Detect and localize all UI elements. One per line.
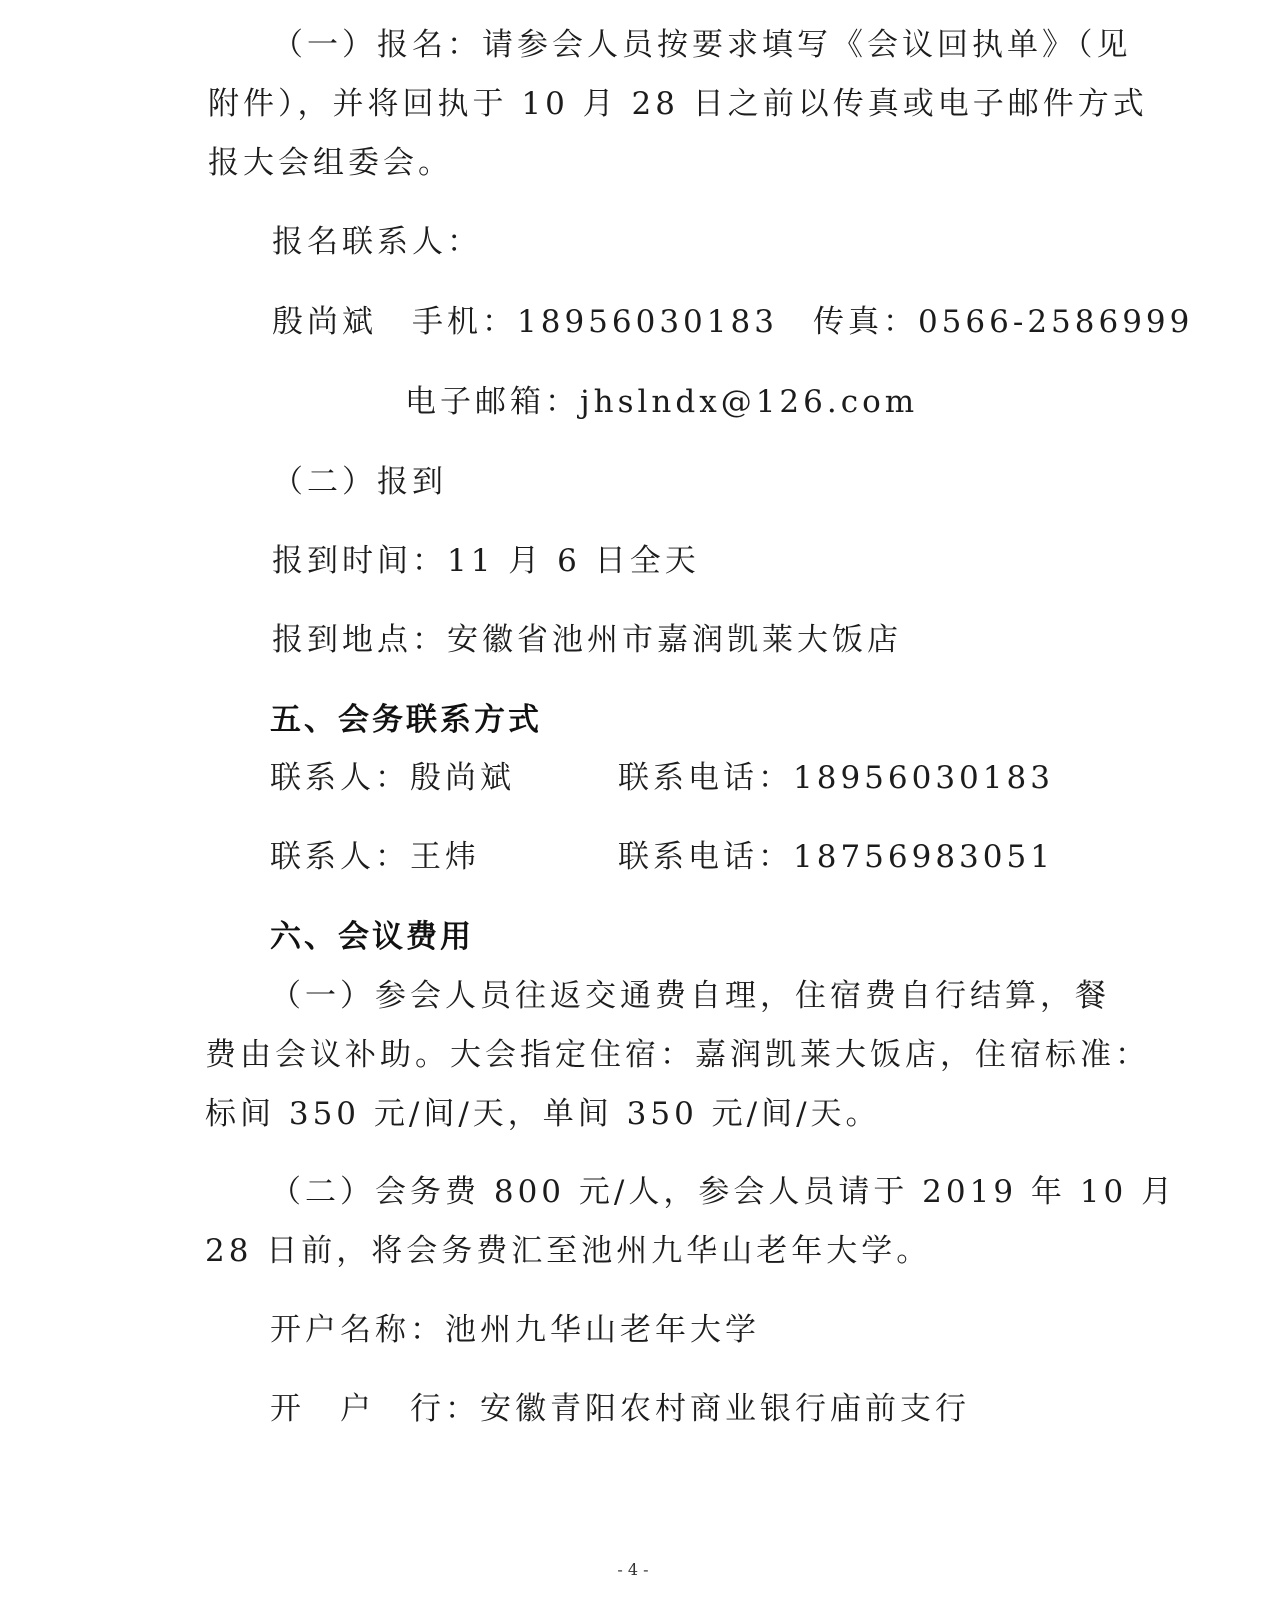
registration-contact-label: 报名联系人：	[272, 224, 482, 260]
account-name: 开户名称：池州九华山老年大学	[270, 1312, 760, 1348]
registration-contact-line: 殷尚斌 手机：18956030183 传真：0566-2586999	[272, 304, 1194, 340]
section-6-heading: 六、会议费用	[270, 919, 474, 955]
fees-para-1-line-1: （一）参会人员往返交通费自理，住宿费自行结算，餐	[270, 978, 1110, 1014]
registration-email-line: 电子邮箱：jhslndx@126.com	[405, 384, 919, 420]
check-in-time: 报到时间：11 月 6 日全天	[272, 543, 700, 579]
page-number: - 4 -	[617, 1560, 649, 1579]
contact-2-phone: 联系电话：18756983051	[618, 839, 1054, 875]
section-5-heading: 五、会务联系方式	[270, 702, 542, 738]
bank-name: 开 户 行：安徽青阳农村商业银行庙前支行	[270, 1391, 970, 1427]
registration-line-3: 报大会组委会。	[208, 145, 453, 181]
fees-para-2-line-1: （二）会务费 800 元/人，参会人员请于 2019 年 10 月	[270, 1174, 1177, 1210]
check-in-heading: （二）报到	[272, 464, 447, 500]
check-in-place: 报到地点：安徽省池州市嘉润凯莱大饭店	[272, 622, 902, 658]
registration-line-2: 附件），并将回执于 10 月 28 日之前以传真或电子邮件方式	[208, 86, 1148, 122]
fees-para-1-line-3: 标间 350 元/间/天，单间 350 元/间/天。	[205, 1096, 881, 1132]
contact-1-person: 联系人：殷尚斌	[270, 760, 515, 796]
fees-para-2-line-2: 28 日前，将会务费汇至池州九华山老年大学。	[205, 1233, 932, 1269]
contact-1-phone: 联系电话：18956030183	[618, 760, 1054, 796]
fees-para-1-line-2: 费由会议补助。大会指定住宿：嘉润凯莱大饭店，住宿标准：	[205, 1037, 1150, 1073]
contact-2-person: 联系人：王炜	[270, 839, 480, 875]
registration-line-1: （一）报名：请参会人员按要求填写《会议回执单》（见	[272, 27, 1132, 63]
